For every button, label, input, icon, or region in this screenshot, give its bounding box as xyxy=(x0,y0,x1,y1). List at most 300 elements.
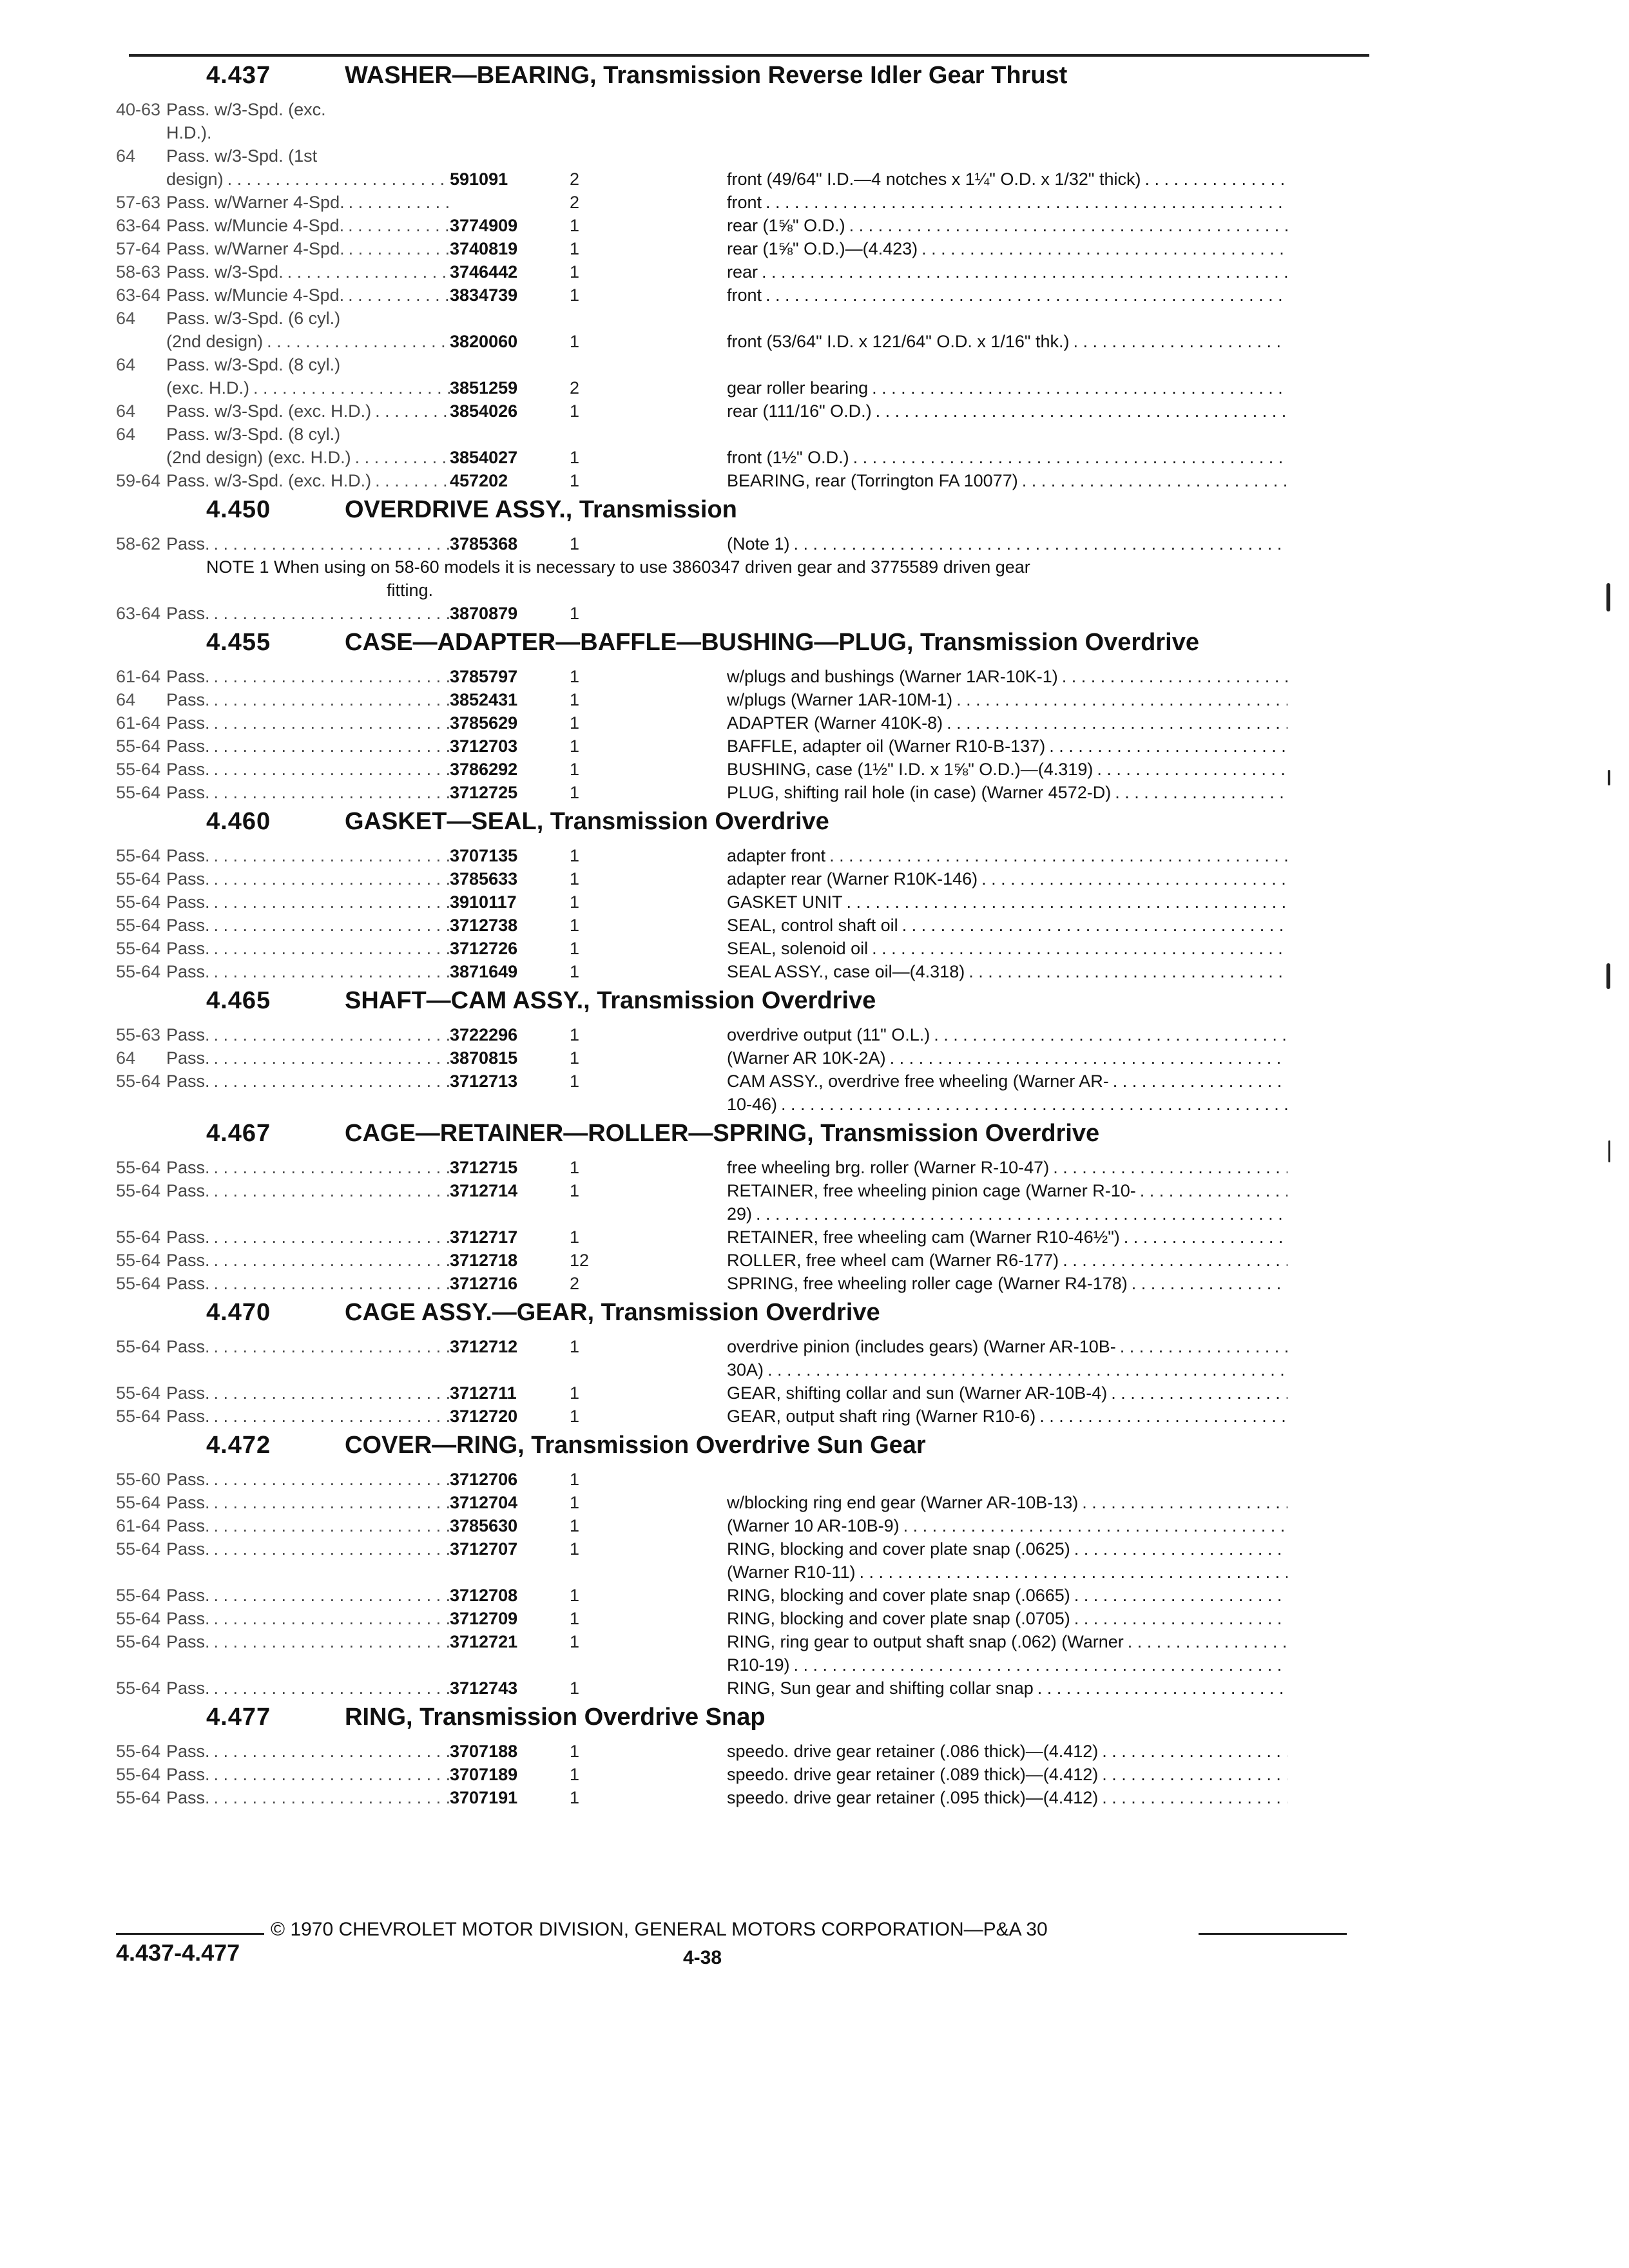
part-number: 3707189 xyxy=(450,1765,518,1784)
table-row xyxy=(116,688,1379,711)
table-row xyxy=(116,735,1379,758)
section-heading xyxy=(116,1432,1379,1468)
model-years: 63-64 xyxy=(116,216,161,235)
application: Pass. . . . xyxy=(166,1335,450,1358)
model-years: 55-64 xyxy=(116,846,161,865)
part-number: 3746442 xyxy=(450,262,518,282)
description: RING, blocking and cover plate snap (.0625) . . . xyxy=(727,1537,1287,1561)
part-number: 3712726 xyxy=(450,939,518,958)
part-number: 3785633 xyxy=(450,869,518,889)
section-title: GASKET—SEAL, Transmission Overdrive xyxy=(345,808,829,835)
quantity: 1 xyxy=(570,783,580,802)
description: BAFFLE, adapter oil (Warner R10-B-137) . . . xyxy=(727,735,1287,758)
description: RING, Sun gear and shifting collar snap . . . xyxy=(727,1677,1287,1700)
quantity: 1 xyxy=(570,285,580,305)
description: SEAL, solenoid oil . . . xyxy=(727,937,1287,960)
table-row xyxy=(116,781,1379,804)
section-title: RING, Transmission Overdrive Snap xyxy=(345,1704,766,1731)
model-years: 58-62 xyxy=(116,534,161,553)
quantity: 1 xyxy=(570,471,580,490)
quantity: 1 xyxy=(570,1383,580,1403)
table-row xyxy=(116,284,1379,307)
part-number: 3712721 xyxy=(450,1632,518,1651)
quantity: 1 xyxy=(570,892,580,912)
table-row xyxy=(116,168,1379,191)
table-row xyxy=(116,1561,1379,1584)
application: Pass. . . . xyxy=(166,1156,450,1179)
table-row xyxy=(116,890,1379,914)
description: speedo. drive gear retainer (.089 thick)—(4.412) . . . xyxy=(727,1763,1287,1786)
model-years: 61-64 xyxy=(116,1516,161,1535)
description: adapter rear (Warner R10K-146) . . . xyxy=(727,867,1287,890)
model-years: 64 xyxy=(116,146,136,166)
part-number: 3712738 xyxy=(450,916,518,935)
quantity: 1 xyxy=(570,667,580,686)
description: front . . . xyxy=(727,284,1287,307)
quantity: 1 xyxy=(570,690,580,709)
description: front (53/64" I.D. x 121/64" O.D. x 1/16" thk.) . . . xyxy=(727,330,1287,353)
description: RING, blocking and cover plate snap (.0705) . . . xyxy=(727,1607,1287,1630)
part-number: 3712708 xyxy=(450,1586,518,1605)
table-row xyxy=(116,960,1379,983)
model-years: 55-64 xyxy=(116,1227,161,1247)
application: Pass. w/3-Spd. (exc. H.D.) . . . xyxy=(166,399,450,423)
table-row xyxy=(116,237,1379,260)
part-number: 457202 xyxy=(450,471,508,490)
section-number: 4.477 xyxy=(206,1704,271,1731)
description: PLUG, shifting rail hole (in case) (Warner 4572-D) . . . xyxy=(727,781,1287,804)
quantity: 1 xyxy=(570,736,580,756)
part-number: 3712707 xyxy=(450,1539,518,1559)
application: Pass. . . . xyxy=(166,1179,450,1202)
model-years: 55-64 xyxy=(116,1539,161,1559)
section-number: 4.437 xyxy=(206,62,271,89)
application: Pass. w/Muncie 4-Spd. . . . xyxy=(166,214,450,237)
quantity: 1 xyxy=(570,216,580,235)
description: w/plugs and bushings (Warner 1AR-10K-1) . . . xyxy=(727,665,1287,688)
description: GEAR, shifting collar and sun (Warner AR-10B-4) . . . xyxy=(727,1381,1287,1405)
model-years: 55-64 xyxy=(116,736,161,756)
description: GASKET UNIT . . . xyxy=(727,890,1287,914)
table-row xyxy=(116,1046,1379,1070)
model-years: 55-64 xyxy=(116,760,161,779)
model-years: 57-63 xyxy=(116,193,161,212)
quantity: 1 xyxy=(570,1048,580,1068)
section-heading xyxy=(116,1299,1379,1335)
application: (2nd design) (exc. H.D.) . . . xyxy=(166,446,450,469)
part-number: 3722296 xyxy=(450,1025,518,1044)
application: Pass. . . . xyxy=(166,1677,450,1700)
part-number: 3712714 xyxy=(450,1181,518,1200)
description: SPRING, free wheeling roller cage (Warner R4-178) . . . xyxy=(727,1272,1287,1295)
application: Pass. . . . xyxy=(166,890,450,914)
catalog-section xyxy=(116,1299,1379,1428)
application: Pass. . . . xyxy=(166,711,450,735)
description: 30A) . . . xyxy=(727,1358,1287,1381)
part-number: 3785629 xyxy=(450,713,518,733)
part-number: 3834739 xyxy=(450,285,518,305)
description: RETAINER, free wheeling pinion cage (Warner R-10- . . . xyxy=(727,1179,1287,1202)
model-years: 55-64 xyxy=(116,1274,161,1293)
footer-section-range: 4.437-4.477 xyxy=(116,1939,240,1966)
model-years: 61-64 xyxy=(116,667,161,686)
model-years: 64 xyxy=(116,425,136,444)
table-row xyxy=(116,1514,1379,1537)
application: Pass. w/Warner 4-Spd. . . . xyxy=(166,237,450,260)
model-years: 55-64 xyxy=(116,1337,161,1356)
section-note: NOTE 1 When using on 58-60 models it is necessary to use 3860347 driven gear and 3775589 driven gear xyxy=(206,557,1030,577)
description: SEAL, control shaft oil . . . xyxy=(727,914,1287,937)
model-years: 55-63 xyxy=(116,1025,161,1044)
margin-mark xyxy=(1606,963,1610,989)
table-row xyxy=(116,665,1379,688)
catalog-section xyxy=(116,1704,1379,1809)
part-number: 3820060 xyxy=(450,332,518,351)
part-number: 591091 xyxy=(450,169,508,189)
description: (Warner R10-11) . . . xyxy=(727,1561,1287,1584)
part-number: 3740819 xyxy=(450,239,518,258)
description: front . . . xyxy=(727,191,1287,214)
margin-mark xyxy=(1608,1140,1610,1162)
description: 29) . . . xyxy=(727,1202,1287,1225)
description: (Note 1) . . . xyxy=(727,532,1287,555)
model-years: 55-64 xyxy=(116,1788,161,1807)
section-heading xyxy=(116,1120,1379,1156)
model-years: 40-63 xyxy=(116,100,161,119)
application: Pass. w/Muncie 4-Spd. . . . xyxy=(166,284,450,307)
footer-rule-left xyxy=(116,1933,264,1935)
application: Pass. w/3-Spd. (6 cyl.) xyxy=(166,309,341,328)
part-number: 3712709 xyxy=(450,1609,518,1628)
table-row xyxy=(116,1249,1379,1272)
quantity: 1 xyxy=(570,713,580,733)
quantity: 1 xyxy=(570,401,580,421)
quantity: 1 xyxy=(570,939,580,958)
quantity: 1 xyxy=(570,1678,580,1698)
table-row xyxy=(116,353,1379,376)
quantity: 1 xyxy=(570,239,580,258)
application: Pass. . . . xyxy=(166,1272,450,1295)
model-years: 61-64 xyxy=(116,713,161,733)
model-years: 55-64 xyxy=(116,1742,161,1761)
model-years: 64 xyxy=(116,309,136,328)
application: Pass. . . . xyxy=(166,781,450,804)
table-row xyxy=(116,1786,1379,1809)
description: 10-46) . . . xyxy=(727,1093,1287,1116)
part-number: 3870815 xyxy=(450,1048,518,1068)
quantity: 1 xyxy=(570,1072,580,1091)
section-title: OVERDRIVE ASSY., Transmission xyxy=(345,496,737,523)
application: Pass. w/3-Spd. (exc. xyxy=(166,100,326,119)
quantity: 1 xyxy=(570,1337,580,1356)
model-years: 64 xyxy=(116,401,136,421)
table-row xyxy=(116,376,1379,399)
table-row xyxy=(116,98,1379,121)
description: overdrive pinion (includes gears) (Warner AR-10B- . . . xyxy=(727,1335,1287,1358)
table-row xyxy=(116,602,1379,625)
part-number: 3910117 xyxy=(450,892,517,912)
quantity: 1 xyxy=(570,262,580,282)
application: Pass. . . . xyxy=(166,688,450,711)
section-heading xyxy=(116,808,1379,844)
application: Pass. w/3-Spd. (exc. H.D.) . . . xyxy=(166,469,450,492)
table-row xyxy=(116,937,1379,960)
section-title: WASHER—BEARING, Transmission Reverse Idler Gear Thrust xyxy=(345,62,1068,89)
model-years: 57-64 xyxy=(116,239,161,258)
quantity: 1 xyxy=(570,1788,580,1807)
section-heading xyxy=(116,629,1379,665)
table-row xyxy=(116,121,1379,144)
catalog-section xyxy=(116,496,1379,625)
section-number: 4.465 xyxy=(206,987,271,1014)
model-years: 59-64 xyxy=(116,471,161,490)
description: R10-19) . . . xyxy=(727,1653,1287,1677)
model-years: 55-64 xyxy=(116,1158,161,1177)
model-years: 55-64 xyxy=(116,783,161,802)
catalog-section xyxy=(116,1432,1379,1700)
section-number: 4.470 xyxy=(206,1299,271,1326)
application: Pass. . . . xyxy=(166,867,450,890)
application: Pass. . . . xyxy=(166,1514,450,1537)
model-years: 55-64 xyxy=(116,939,161,958)
model-years: 55-64 xyxy=(116,1383,161,1403)
quantity: 1 xyxy=(570,534,580,553)
catalog-section xyxy=(116,1120,1379,1295)
part-number: 3870879 xyxy=(450,604,518,623)
description: BUSHING, case (1½" I.D. x 1⅝" O.D.)—(4.319) . . . xyxy=(727,758,1287,781)
model-years: 63-64 xyxy=(116,285,161,305)
table-row xyxy=(116,1763,1379,1786)
table-row xyxy=(116,1272,1379,1295)
quantity: 1 xyxy=(570,962,580,981)
table-row xyxy=(116,1630,1379,1653)
application: design) . . . xyxy=(166,168,450,191)
application: Pass. w/Warner 4-Spd. . . . xyxy=(166,191,450,214)
part-number: 3851259 xyxy=(450,378,518,398)
table-row xyxy=(116,423,1379,446)
table-row xyxy=(116,1225,1379,1249)
table-row xyxy=(116,1468,1379,1491)
description: overdrive output (11" O.L.) . . . xyxy=(727,1023,1287,1046)
quantity: 1 xyxy=(570,846,580,865)
part-number: 3712713 xyxy=(450,1072,518,1091)
description: ROLLER, free wheel cam (Warner R6-177) . . . xyxy=(727,1249,1287,1272)
table-row xyxy=(116,214,1379,237)
application: Pass. w/3-Spd. (1st xyxy=(166,146,318,166)
section-title: SHAFT—CAM ASSY., Transmission Overdrive xyxy=(345,987,876,1014)
section-title: CAGE ASSY.—GEAR, Transmission Overdrive xyxy=(345,1299,880,1326)
model-years: 55-60 xyxy=(116,1470,161,1489)
model-years: 55-64 xyxy=(116,962,161,981)
table-row xyxy=(116,307,1379,330)
model-years: 58-63 xyxy=(116,262,161,282)
sections-container xyxy=(116,62,1379,1813)
description: w/blocking ring end gear (Warner AR-10B-13) . . . xyxy=(727,1491,1287,1514)
quantity: 1 xyxy=(570,1742,580,1761)
model-years: 55-64 xyxy=(116,1181,161,1200)
application: Pass. . . . xyxy=(166,1491,450,1514)
application: Pass. . . . xyxy=(166,532,450,555)
part-number: 3712717 xyxy=(450,1227,518,1247)
part-number: 3854027 xyxy=(450,448,518,467)
description: gear roller bearing . . . xyxy=(727,376,1287,399)
part-number: 3712718 xyxy=(450,1251,518,1270)
table-row xyxy=(116,144,1379,168)
part-number: 3712706 xyxy=(450,1470,518,1489)
table-row xyxy=(116,1740,1379,1763)
application: Pass. . . . xyxy=(166,960,450,983)
model-years: 55-64 xyxy=(116,1632,161,1651)
quantity: 1 xyxy=(570,1493,580,1512)
model-years: 55-64 xyxy=(116,916,161,935)
quantity: 1 xyxy=(570,1181,580,1200)
description: rear (1⅝" O.D.) . . . xyxy=(727,214,1287,237)
application: Pass. . . . xyxy=(166,1740,450,1763)
application: Pass. . . . xyxy=(166,844,450,867)
part-number: 3785797 xyxy=(450,667,518,686)
quantity: 1 xyxy=(570,1227,580,1247)
part-number: 3786292 xyxy=(450,760,518,779)
quantity: 2 xyxy=(570,1274,580,1293)
application: Pass. . . . xyxy=(166,1630,450,1653)
table-row xyxy=(116,758,1379,781)
application: Pass. w/3-Spd. (8 cyl.) xyxy=(166,355,341,374)
section-number: 4.455 xyxy=(206,629,271,656)
application: Pass. . . . xyxy=(166,1225,450,1249)
table-row xyxy=(116,1156,1379,1179)
margin-mark xyxy=(1608,770,1610,785)
part-number: 3712712 xyxy=(450,1337,518,1356)
application: (exc. H.D.) . . . xyxy=(166,376,450,399)
application: Pass. . . . xyxy=(166,914,450,937)
model-years: 63-64 xyxy=(116,604,161,623)
table-row xyxy=(116,330,1379,353)
model-years: 55-64 xyxy=(116,869,161,889)
description: front (49/64" I.D.—4 notches x 1¼" O.D. x 1/32" thick) . . . xyxy=(727,168,1287,191)
section-note: fitting. xyxy=(387,581,434,600)
quantity: 1 xyxy=(570,1158,580,1177)
model-years: 55-64 xyxy=(116,1678,161,1698)
description: BEARING, rear (Torrington FA 10077) . . . xyxy=(727,469,1287,492)
application: Pass. . . . xyxy=(166,1607,450,1630)
application: Pass. . . . xyxy=(166,665,450,688)
quantity: 1 xyxy=(570,1407,580,1426)
model-years: 55-64 xyxy=(116,1072,161,1091)
part-number: 3712704 xyxy=(450,1493,518,1512)
quantity: 2 xyxy=(570,193,580,212)
part-number: 3707188 xyxy=(450,1742,518,1761)
table-row xyxy=(116,1358,1379,1381)
table-row xyxy=(116,1584,1379,1607)
model-years: 64 xyxy=(116,1048,136,1068)
part-number: 3785630 xyxy=(450,1516,518,1535)
application: Pass. . . . xyxy=(166,1468,450,1491)
quantity: 1 xyxy=(570,604,580,623)
application: Pass. . . . xyxy=(166,1070,450,1093)
quantity: 1 xyxy=(570,448,580,467)
description: adapter front . . . xyxy=(727,844,1287,867)
table-row xyxy=(116,1381,1379,1405)
application: Pass. . . . xyxy=(166,1023,450,1046)
quantity: 1 xyxy=(570,1609,580,1628)
catalog-section xyxy=(116,62,1379,492)
footer-rule-right xyxy=(1199,1933,1347,1935)
application: Pass. . . . xyxy=(166,1537,450,1561)
top-rule xyxy=(129,54,1369,57)
footer-copyright: © 1970 CHEVROLET MOTOR DIVISION, GENERAL MOTORS CORPORATION—P&A 30 xyxy=(271,1919,1048,1940)
description: ADAPTER (Warner 410K-8) . . . xyxy=(727,711,1287,735)
section-title: CASE—ADAPTER—BAFFLE—BUSHING—PLUG, Transmission Overdrive xyxy=(345,629,1199,656)
application: Pass. w/3-Spd. (8 cyl.) xyxy=(166,425,341,444)
part-number: 3712703 xyxy=(450,736,518,756)
application: Pass. . . . xyxy=(166,937,450,960)
application: Pass. . . . xyxy=(166,735,450,758)
table-row xyxy=(116,1537,1379,1561)
model-years: 55-64 xyxy=(116,1251,161,1270)
model-years: 55-64 xyxy=(116,892,161,912)
footer-page-number: 4-38 xyxy=(683,1947,722,1968)
description: speedo. drive gear retainer (.095 thick)—(4.412) . . . xyxy=(727,1786,1287,1809)
table-row xyxy=(116,914,1379,937)
part-number: 3785368 xyxy=(450,534,518,553)
quantity: 1 xyxy=(570,332,580,351)
table-row xyxy=(116,1607,1379,1630)
table-row xyxy=(116,399,1379,423)
part-number: 3871649 xyxy=(450,962,518,981)
section-number: 4.467 xyxy=(206,1120,271,1147)
section-number: 4.472 xyxy=(206,1432,271,1459)
table-row xyxy=(116,844,1379,867)
model-years: 55-64 xyxy=(116,1407,161,1426)
section-heading xyxy=(116,987,1379,1023)
table-row xyxy=(116,1070,1379,1093)
description: RETAINER, free wheeling cam (Warner R10-46½") . . . xyxy=(727,1225,1287,1249)
table-row xyxy=(116,191,1379,214)
table-row xyxy=(116,1179,1379,1202)
catalog-section xyxy=(116,808,1379,983)
part-number: 3712725 xyxy=(450,783,518,802)
section-heading xyxy=(116,496,1379,532)
quantity: 2 xyxy=(570,169,580,189)
model-years: 55-64 xyxy=(116,1765,161,1784)
table-row xyxy=(116,446,1379,469)
description: rear (111/16" O.D.) . . . xyxy=(727,399,1287,423)
application: Pass. . . . xyxy=(166,1763,450,1786)
description: CAM ASSY., overdrive free wheeling (Warner AR- . . . xyxy=(727,1070,1287,1093)
application: Pass. . . . xyxy=(166,1249,450,1272)
quantity: 1 xyxy=(570,1470,580,1489)
application: Pass. . . . xyxy=(166,1786,450,1809)
quantity: 1 xyxy=(570,1539,580,1559)
description: rear (1⅝" O.D.)—(4.423) . . . xyxy=(727,237,1287,260)
table-row xyxy=(116,1023,1379,1046)
quantity: 1 xyxy=(570,1516,580,1535)
part-number: 3712711 xyxy=(450,1383,517,1403)
table-row xyxy=(116,1335,1379,1358)
section-title: COVER—RING, Transmission Overdrive Sun Gear xyxy=(345,1432,926,1459)
description: speedo. drive gear retainer (.086 thick)—(4.412) . . . xyxy=(727,1740,1287,1763)
margin-mark xyxy=(1606,583,1610,611)
section-heading xyxy=(116,62,1379,98)
section-title: CAGE—RETAINER—ROLLER—SPRING, Transmission Overdrive xyxy=(345,1120,1100,1147)
table-row xyxy=(116,1491,1379,1514)
quantity: 2 xyxy=(570,378,580,398)
description: (Warner AR 10K-2A) . . . xyxy=(727,1046,1287,1070)
table-row xyxy=(116,711,1379,735)
quantity: 1 xyxy=(570,760,580,779)
application: Pass. . . . xyxy=(166,1046,450,1070)
part-number: 3712716 xyxy=(450,1274,518,1293)
